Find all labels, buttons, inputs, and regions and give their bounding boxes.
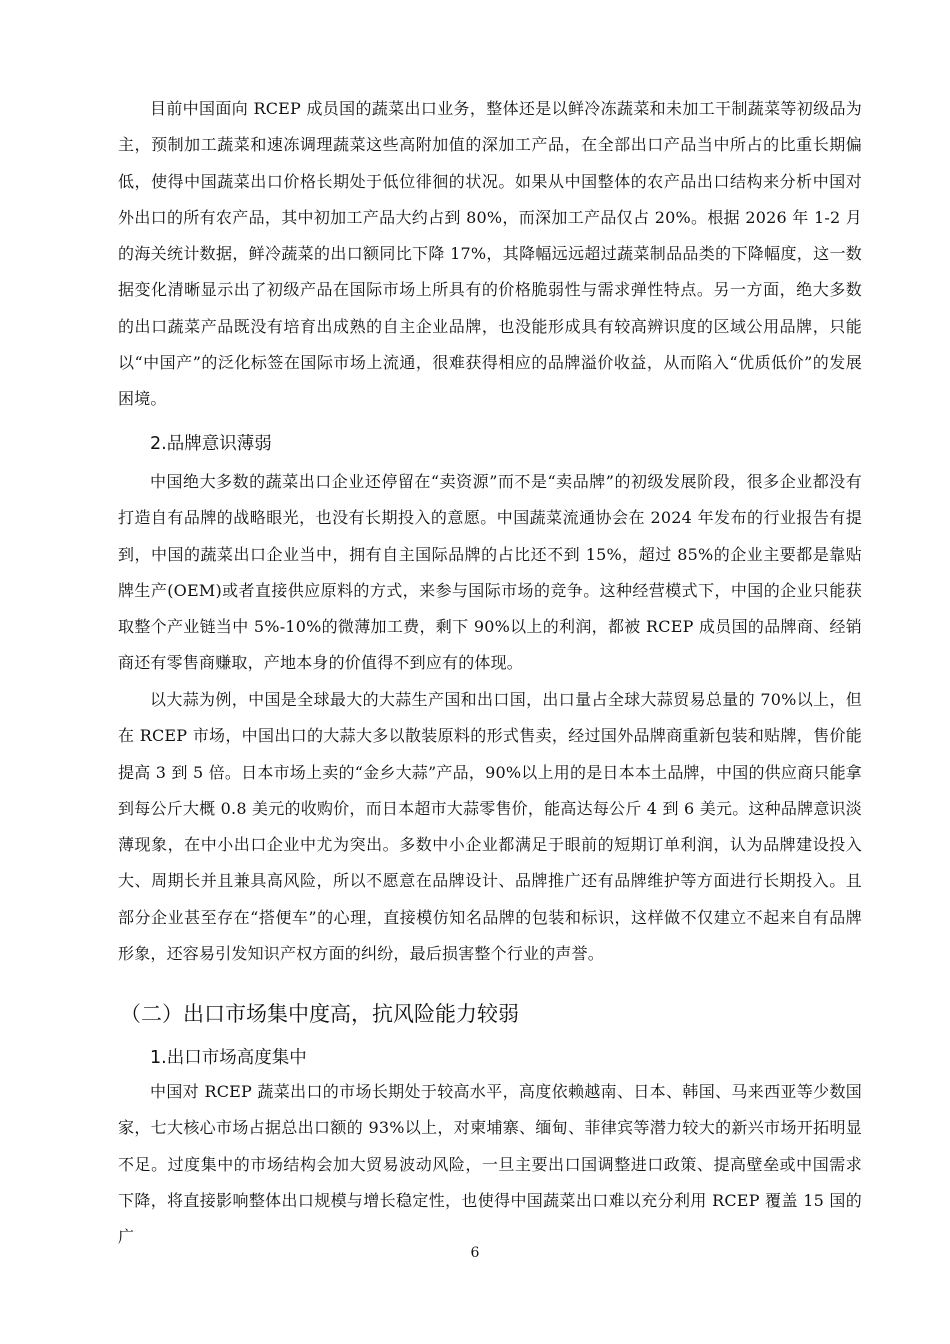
- heading-highly-concentrated-markets: 1.出口市场高度集中: [150, 1048, 307, 1068]
- paragraph-primary-products: 目前中国面向 RCEP 成员国的蔬菜出口业务，整体还是以鲜冷冻蔬菜和未加工干制蔬菜等初级品为主，预制加工蔬菜和速冻调理蔬菜这些高附加值的深加工产品，在全部出口产品当中所占的比重长期偏低，使得中国蔬菜出口价格长期处于低位徘徊的状况。如果从中国整体的农产品出口结构来分析中国对外出口的所有农产品，其中初加工产品大约占到 80%，而深加工产品仅占 20%。根据 2026 年 1-2 月的海关统计数据，鲜冷蔬菜的出口额同比下降 17%，其降幅远远超过蔬菜制品品类的下降幅度，这一数据变化清晰显示出了初级产品在国际市场上所具有的价格脆弱性与需求弹性特点。另一方面，绝大多数的出口蔬菜产品既没有培育出成熟的自主企业品牌，也没能形成具有较高辨识度的区域公用品牌，只能以“中国产”的泛化标签在国际市场上流通，很难获得相应的品牌溢价收益，从而陷入“优质低价”的发展困境。: [118, 99, 862, 409]
- page-number: 6: [470, 1245, 480, 1261]
- paragraph-brand-awareness: 中国绝大多数的蔬菜出口企业还停留在“卖资源”而不是“卖品牌”的初级发展阶段，很多企业都没有打造自有品牌的战略眼光，也没有长期投入的意愿。中国蔬菜流通协会在 2024 年发布的行业报告有提到，中国的蔬菜出口企业当中，拥有自主国际品牌的占比还不到 15%，超过 85%的企业主要都是靠贴牌生产(OEM)或者直接供应原料的方式，来参与国际市场的竞争。这种经营模式下，中国的企业只能获取整个产业链当中 5%-10%的微薄加工费，剩下 90%以上的利润，都被 RCEP 成员国的品牌商、经销商还有零售商赚取，产地本身的价值得不到应有的体现。: [118, 472, 862, 673]
- paragraph-market-concentration: 中国对 RCEP 蔬菜出口的市场长期处于较高水平，高度依赖越南、日本、韩国、马来西亚等少数国家，七大核心市场占据总出口额的 93%以上，对柬埔寨、缅甸、菲律宾等潜力较大的新兴市场开拓明显不足。过度集中的市场结构会加大贸易波动风险，一旦主要出口国调整进口政策、提高壁垒或中国需求下降，将直接影响整体出口规模与增长稳定性，也使得中国蔬菜出口难以充分利用 RCEP 覆盖 15 国的广: [118, 1082, 862, 1247]
- paragraph-garlic-example: 以大蒜为例，中国是全球最大的大蒜生产国和出口国，出口量占全球大蒜贸易总量的 70%以上，但在 RCEP 市场，中国出口的大蒜大多以散装原料的形式售卖，经过国外品牌商重新包装和贴牌，售价能提高 3 到 5 倍。日本市场上卖的“金乡大蒜”产品，90%以上用的是日本本土品牌，中国的供应商只能拿到每公斤大概 0.8 美元的收购价，而日本超市大蒜零售价，能高达每公斤 4 到 6 美元。这种品牌意识淡薄现象，在中小出口企业中尤为突出。多数中小企业都满足于眼前的短期订单利润，认为品牌建设投入大、周期长并且兼具高风险，所以不愿意在品牌设计、品牌推广还有品牌维护等方面进行长期投入。且部分企业甚至存在“搭便车”的心理，直接模仿知名品牌的包装和标识，这样做不仅建立不起来自有品牌形象，还容易引发知识产权方面的纠纷，最后损害整个行业的声誉。: [118, 690, 862, 964]
- heading-weak-brand-awareness: 2.品牌意识薄弱: [150, 434, 272, 454]
- heading-market-concentration-section: （二）出口市场集中度高，抗风险能力较弱: [120, 1002, 519, 1026]
